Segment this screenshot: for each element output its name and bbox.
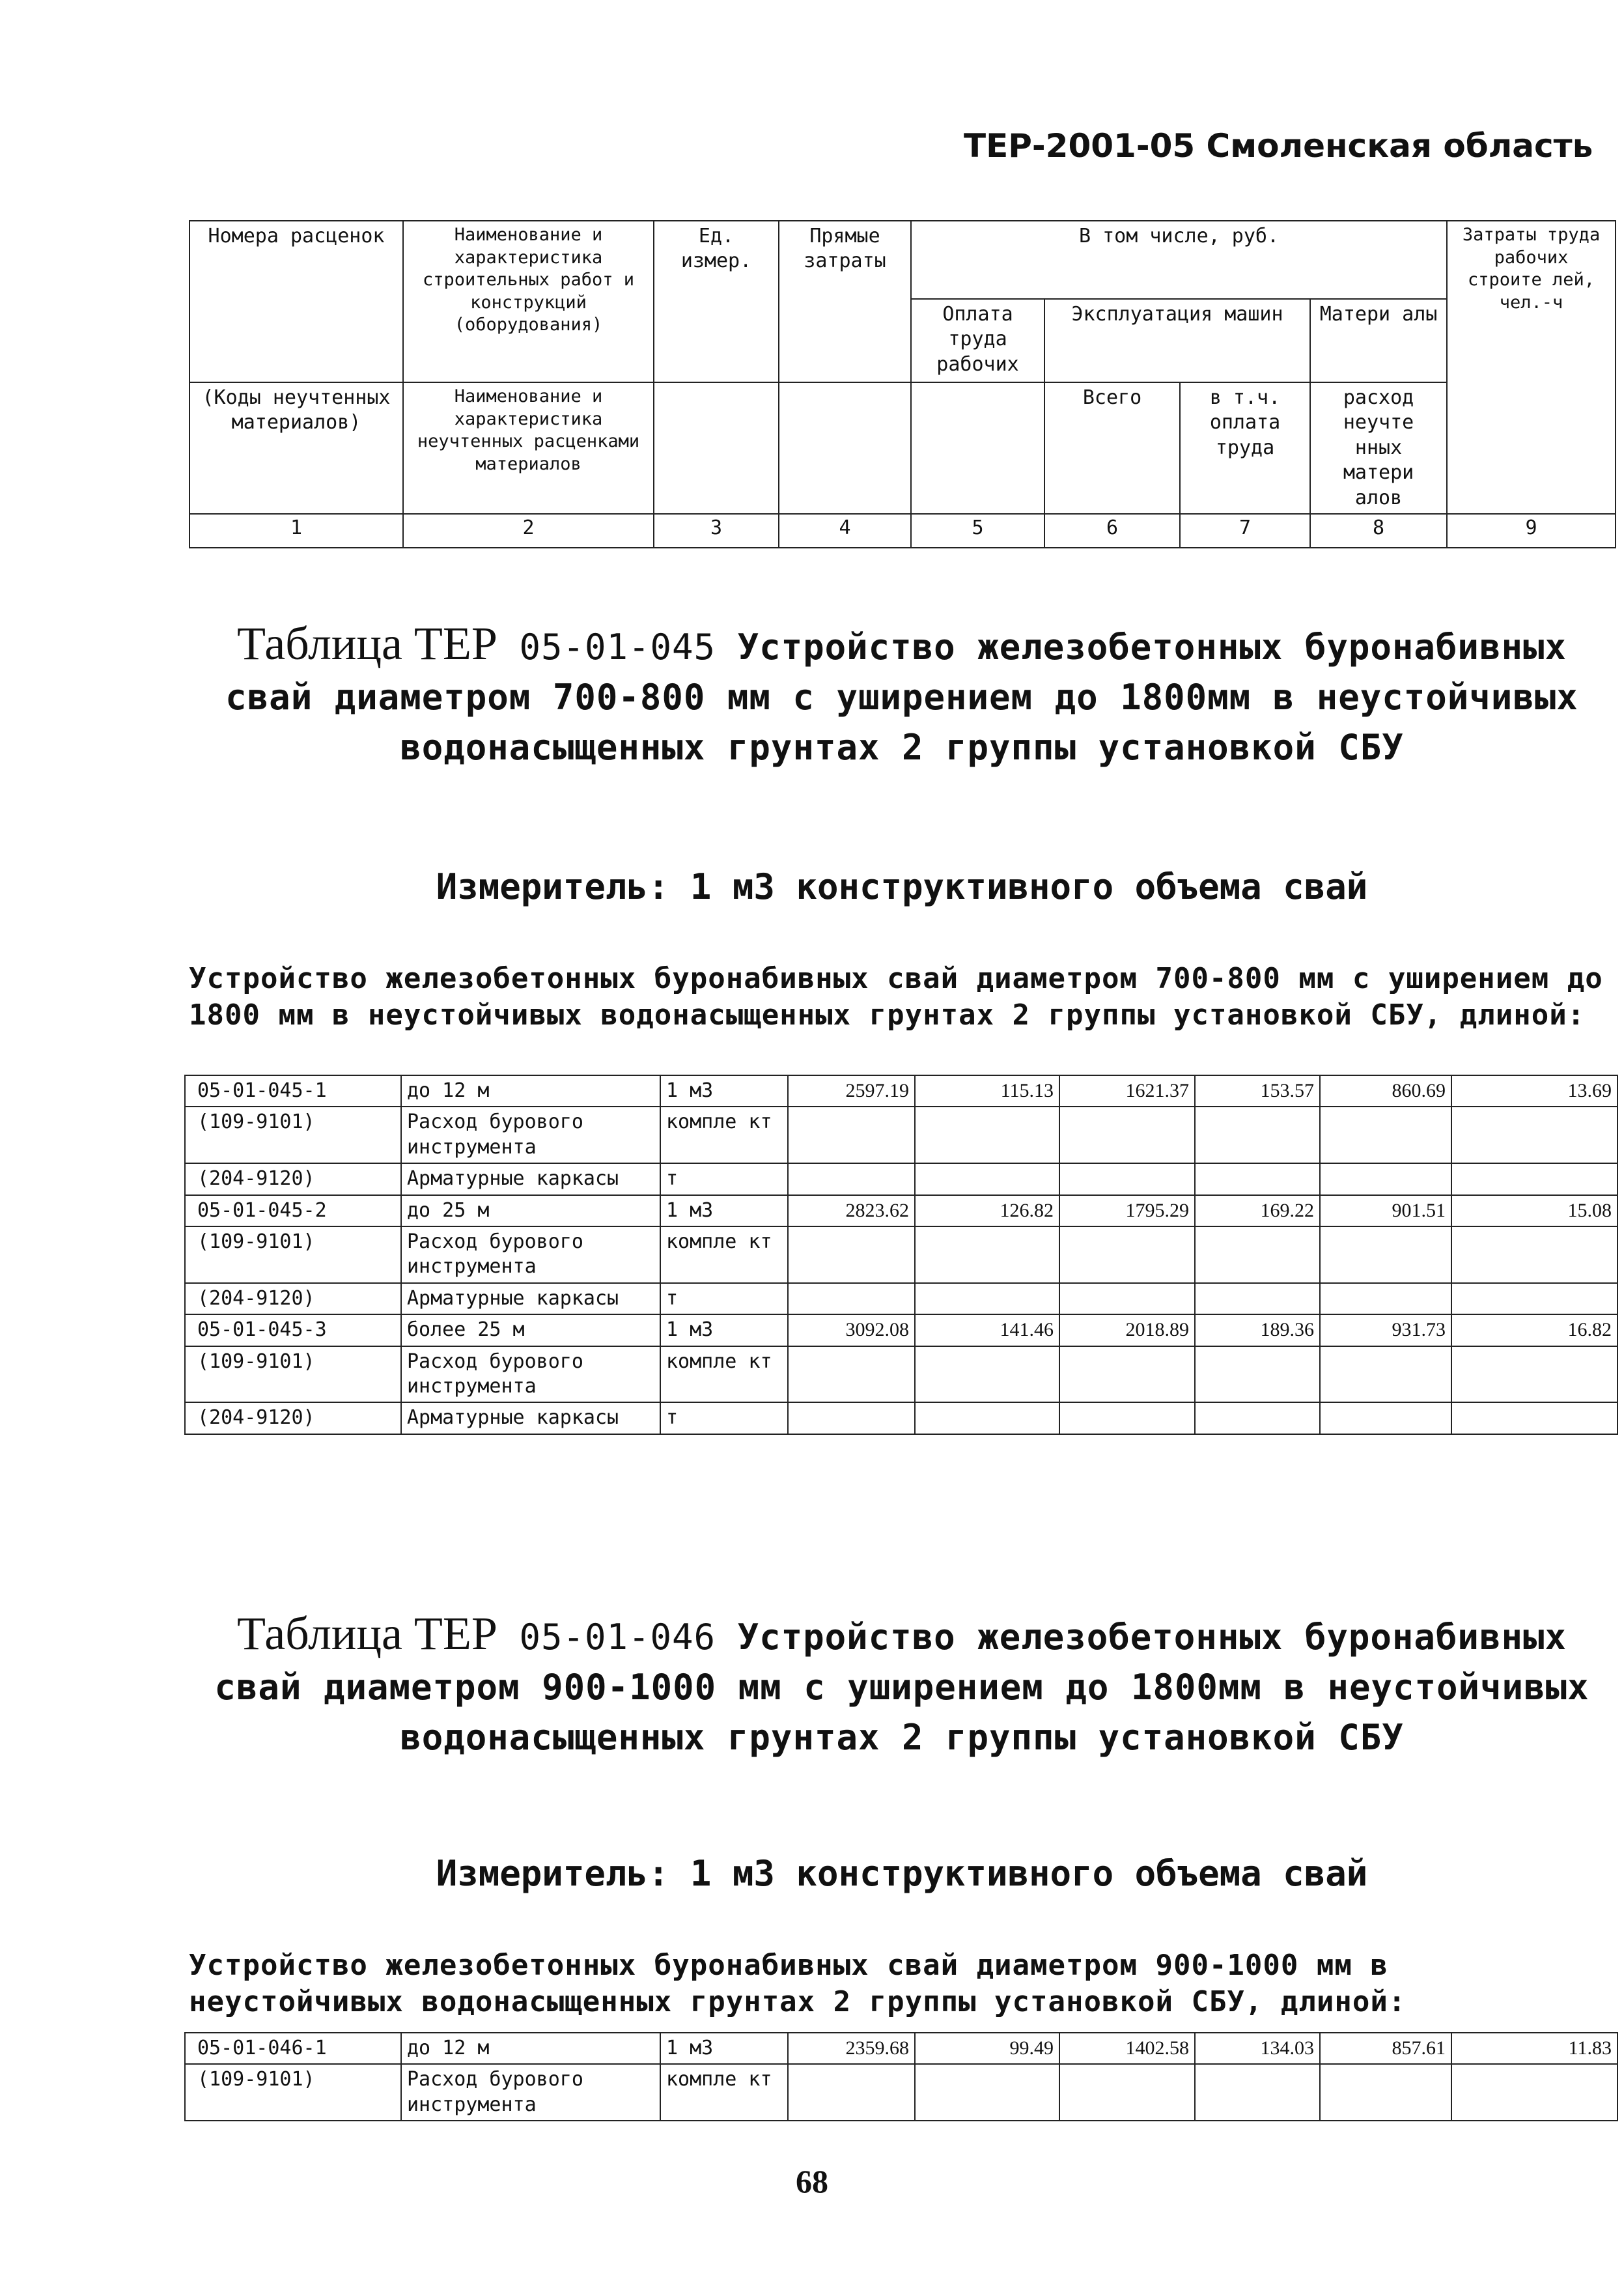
col-number: 1: [189, 514, 403, 548]
col-number: 8: [1310, 514, 1447, 548]
machines-total-cell: 1795.29: [1059, 1195, 1195, 1226]
machines-total-cell: [1059, 1346, 1195, 1403]
group-header: В том числе, руб.: [911, 221, 1447, 299]
labor-pay-cell: [915, 1283, 1059, 1314]
rate-code-cell: (109-9101): [185, 1107, 401, 1163]
labor-hours-cell: [1451, 1402, 1617, 1434]
direct-cost-cell: 3092.08: [788, 1314, 915, 1346]
labor-hours-cell: [1451, 2064, 1617, 2121]
col1-header-bottom: (Коды неучтенных материалов): [189, 382, 403, 514]
machines-labor-cell: 134.03: [1195, 2033, 1320, 2064]
col9-header: Затраты труда рабочих строите лей, чел.-ч: [1447, 221, 1616, 514]
column-header-table: [189, 220, 1616, 548]
work-name-cell: Арматурные каркасы: [401, 1402, 660, 1434]
unit-cell: т: [660, 1283, 788, 1314]
unit-cell: 1 м3: [660, 1075, 788, 1107]
direct-cost-cell: [788, 2064, 915, 2121]
rate-code-cell: 05-01-045-3: [185, 1314, 401, 1346]
machines-total-cell: [1059, 1163, 1195, 1194]
machines-total-cell: 1402.58: [1059, 2033, 1195, 2064]
table-row: [185, 1107, 1617, 1163]
unit-cell: компле кт: [660, 1346, 788, 1403]
col4-header: Прямые затраты: [779, 221, 911, 382]
work-name-cell: Расход бурового инструмента: [401, 1107, 660, 1163]
materials-cell: 857.61: [1320, 2033, 1451, 2064]
direct-cost-cell: [788, 1163, 915, 1194]
rate-code-cell: (109-9101): [185, 2064, 401, 2121]
materials-cell: [1320, 1163, 1451, 1194]
rate-code-cell: (109-9101): [185, 1346, 401, 1403]
section-title: [189, 1609, 1615, 1762]
rate-code-cell: (204-9120): [185, 1283, 401, 1314]
work-name-cell: Арматурные каркасы: [401, 1283, 660, 1314]
unit-cell: 1 м3: [660, 1195, 788, 1226]
unit-cell: компле кт: [660, 1107, 788, 1163]
unit-cell: т: [660, 1402, 788, 1434]
col-number: 2: [403, 514, 654, 548]
machines-total-cell: [1059, 1226, 1195, 1283]
section-title: [189, 619, 1615, 772]
work-name-cell: Расход бурового инструмента: [401, 1226, 660, 1283]
col5-header: Оплата труда рабочих: [911, 299, 1044, 382]
title-text: Устройство железобетонных буронабивных свай диаметром 700-800 мм с уширением до 1800мм в неустойчивых водонасыщенных грунтах 2 группы установкой СБУ: [225, 627, 1578, 768]
measure-line: Измеритель: 1 м3 конструктивного объема свай: [436, 866, 1368, 907]
work-name-cell: до 12 м: [401, 1075, 660, 1107]
labor-pay-cell: 99.49: [915, 2033, 1059, 2064]
machines-labor-cell: [1195, 1226, 1320, 1283]
rate-code-cell: (204-9120): [185, 1402, 401, 1434]
machines-total-cell: [1059, 1402, 1195, 1434]
machines-total-cell: 2018.89: [1059, 1314, 1195, 1346]
machines-total-cell: 1621.37: [1059, 1075, 1195, 1107]
machines-total-cell: [1059, 1283, 1195, 1314]
materials-cell: [1320, 1402, 1451, 1434]
work-name-cell: Расход бурового инструмента: [401, 2064, 660, 2121]
col3-header-spacer: [654, 382, 779, 514]
machines-labor-cell: 153.57: [1195, 1075, 1320, 1107]
materials-cell: 901.51: [1320, 1195, 1451, 1226]
direct-cost-cell: [788, 1107, 915, 1163]
table-row: [185, 1163, 1617, 1194]
col-number: 6: [1044, 514, 1180, 548]
direct-cost-cell: 2597.19: [788, 1075, 915, 1107]
machines-labor-cell: [1195, 1163, 1320, 1194]
title-text: Устройство железобетонных буронабивных свай диаметром 900-1000 мм с уширением до 1800мм в неустойчивых водонасыщенных грунтах 2 группы установкой СБУ: [214, 1617, 1589, 1758]
labor-pay-cell: [915, 1107, 1059, 1163]
work-name-cell: Арматурные каркасы: [401, 1163, 660, 1194]
direct-cost-cell: [788, 1283, 915, 1314]
work-name-cell: до 25 м: [401, 1195, 660, 1226]
unit-cell: компле кт: [660, 1226, 788, 1283]
machines-header: Эксплуатация машин: [1044, 299, 1310, 382]
col2-header-top: Наименование и характеристика строительных работ и конструкций (оборудования): [403, 221, 654, 382]
intro-text: Устройство железобетонных буронабивных свай диаметром 700-800 мм с уширением до 1800 мм в неустойчивых водонасыщенных грунтах 2 группы установкой СБУ, длиной:: [189, 962, 1603, 1032]
machines-labor-cell: [1195, 1283, 1320, 1314]
col6-header: Всего: [1044, 382, 1180, 514]
col-number: 9: [1447, 514, 1616, 548]
rates-table-05-01-045: [184, 1075, 1618, 1435]
table-row: [185, 1346, 1617, 1403]
rate-code-cell: 05-01-046-1: [185, 2033, 401, 2064]
measure-line: Измеритель: 1 м3 конструктивного объема свай: [436, 1853, 1368, 1894]
col-number: 3: [654, 514, 779, 548]
direct-cost-cell: [788, 1226, 915, 1283]
col8-header-bottom: расход неучте нных матери алов: [1310, 382, 1447, 514]
rate-code-cell: 05-01-045-2: [185, 1195, 401, 1226]
materials-cell: [1320, 2064, 1451, 2121]
page-number: 68: [796, 2163, 828, 2199]
labor-hours-cell: 11.83: [1451, 2033, 1617, 2064]
work-name-cell: Расход бурового инструмента: [401, 1346, 660, 1403]
materials-cell: 860.69: [1320, 1075, 1451, 1107]
labor-pay-cell: [915, 1163, 1059, 1194]
table-row: [185, 1402, 1617, 1434]
labor-pay-cell: [915, 1402, 1059, 1434]
rate-code-cell: (109-9101): [185, 1226, 401, 1283]
materials-cell: [1320, 1283, 1451, 1314]
table-row: [185, 2064, 1617, 2121]
machines-labor-cell: [1195, 1346, 1320, 1403]
labor-pay-cell: 141.46: [915, 1314, 1059, 1346]
labor-hours-cell: 16.82: [1451, 1314, 1617, 1346]
unit-cell: 1 м3: [660, 2033, 788, 2064]
machines-labor-cell: 189.36: [1195, 1314, 1320, 1346]
rate-code-cell: (204-9120): [185, 1163, 401, 1194]
unit-cell: 1 м3: [660, 1314, 788, 1346]
col7-header: в т.ч. оплата труда: [1180, 382, 1310, 514]
labor-hours-cell: [1451, 1346, 1617, 1403]
running-header: ТЕР-2001-05 Смоленская область: [964, 127, 1593, 165]
table-row: [185, 1226, 1617, 1283]
labor-hours-cell: [1451, 1163, 1617, 1194]
col2-header-bottom: Наименование и характеристика неучтенных расценками материалов: [403, 382, 654, 514]
direct-cost-cell: [788, 1402, 915, 1434]
machines-total-cell: [1059, 2064, 1195, 2121]
labor-hours-cell: [1451, 1226, 1617, 1283]
intro-text: Устройство железобетонных буронабивных свай диаметром 900-1000 мм в неустойчивых водонасыщенных грунтах 2 группы установкой СБУ, длиной:: [189, 1949, 1407, 2018]
title-code: 05-01-045: [519, 627, 716, 668]
col1-header-top: Номера расценок: [189, 221, 403, 382]
direct-cost-cell: [788, 1346, 915, 1403]
col-number: 7: [1180, 514, 1310, 548]
unit-cell: компле кт: [660, 2064, 788, 2121]
labor-pay-cell: [915, 2064, 1059, 2121]
labor-hours-cell: [1451, 1107, 1617, 1163]
col-number: 4: [779, 514, 911, 548]
materials-cell: [1320, 1226, 1451, 1283]
labor-hours-cell: [1451, 1283, 1617, 1314]
labor-pay-cell: 115.13: [915, 1075, 1059, 1107]
machines-labor-cell: 169.22: [1195, 1195, 1320, 1226]
col4-header-spacer: [779, 382, 911, 514]
materials-cell: [1320, 1107, 1451, 1163]
materials-cell: 931.73: [1320, 1314, 1451, 1346]
machines-total-cell: [1059, 1107, 1195, 1163]
table-row: [185, 2033, 1617, 2064]
title-lead: Таблица ТЕР: [237, 617, 497, 670]
direct-cost-cell: 2359.68: [788, 2033, 915, 2064]
col-number: 5: [911, 514, 1044, 548]
labor-hours-cell: 13.69: [1451, 1075, 1617, 1107]
work-name-cell: более 25 м: [401, 1314, 660, 1346]
rates-table-05-01-046: [184, 2032, 1618, 2121]
table-row: [185, 1075, 1617, 1107]
work-name-cell: до 12 м: [401, 2033, 660, 2064]
rate-code-cell: 05-01-045-1: [185, 1075, 401, 1107]
table-row: [185, 1283, 1617, 1314]
title-code: 05-01-046: [519, 1617, 716, 1658]
direct-cost-cell: 2823.62: [788, 1195, 915, 1226]
labor-pay-cell: [915, 1226, 1059, 1283]
machines-labor-cell: [1195, 2064, 1320, 2121]
machines-labor-cell: [1195, 1402, 1320, 1434]
col8-header-top: Матери алы: [1310, 299, 1447, 382]
materials-cell: [1320, 1346, 1451, 1403]
table-row: [185, 1314, 1617, 1346]
col5-header-spacer: [911, 382, 1044, 514]
title-lead: Таблица ТЕР: [237, 1607, 497, 1660]
table-row: [185, 1195, 1617, 1226]
labor-pay-cell: [915, 1346, 1059, 1403]
unit-cell: т: [660, 1163, 788, 1194]
machines-labor-cell: [1195, 1107, 1320, 1163]
labor-hours-cell: 15.08: [1451, 1195, 1617, 1226]
labor-pay-cell: 126.82: [915, 1195, 1059, 1226]
col3-header: Ед. измер.: [654, 221, 779, 382]
